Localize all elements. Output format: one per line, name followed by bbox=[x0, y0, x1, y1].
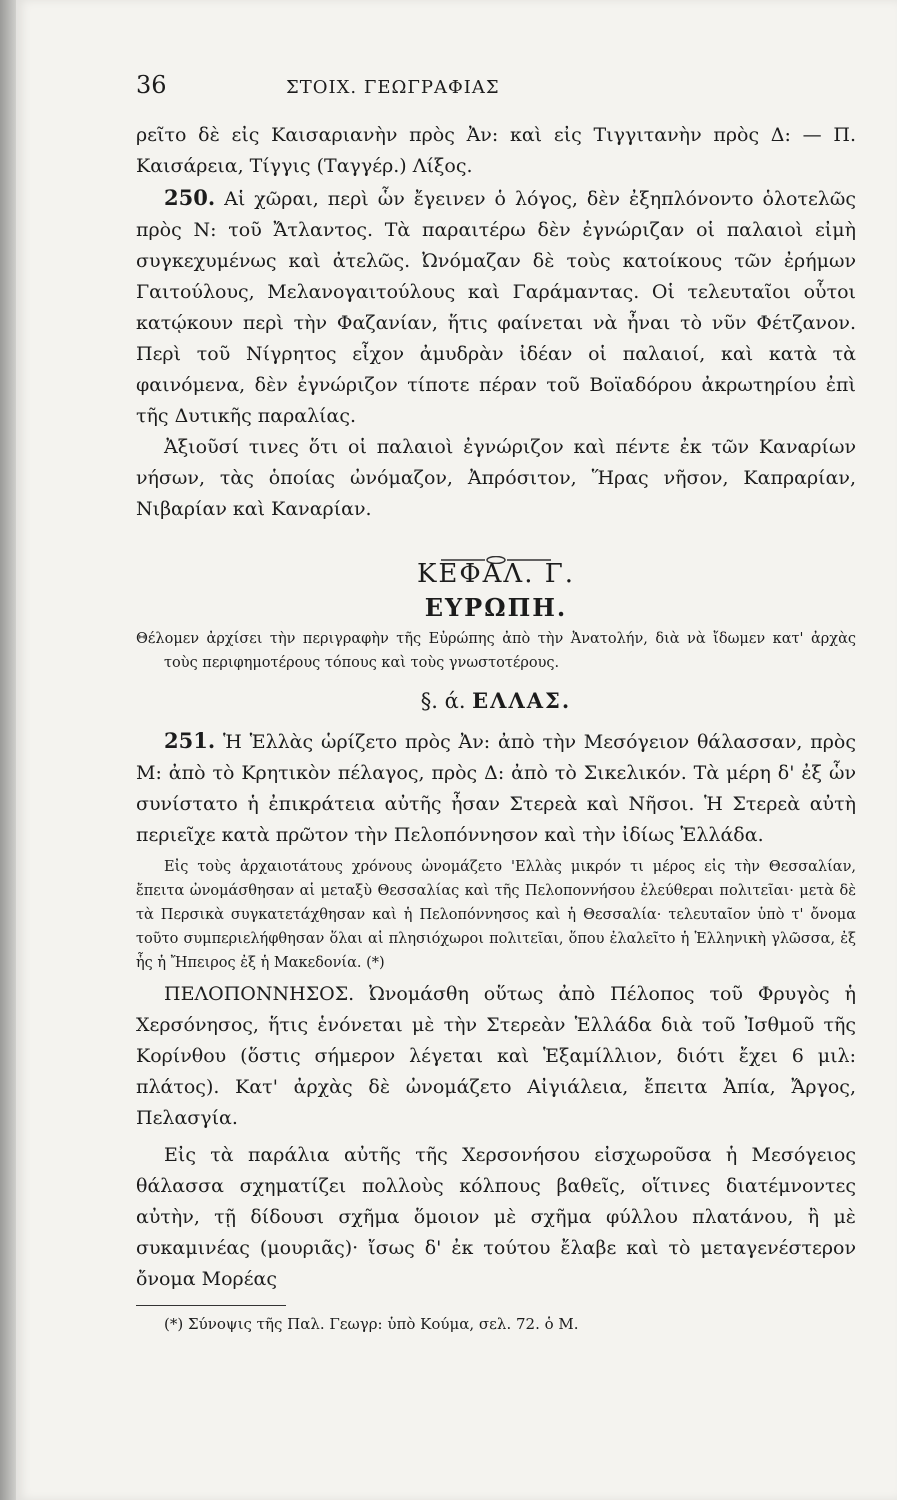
chapter-subtitle: ΕΥΡΩΠΗ. bbox=[424, 593, 568, 622]
footnote-rule bbox=[136, 1305, 286, 1306]
page-text-block bbox=[136, 70, 856, 1336]
book-page bbox=[16, 0, 897, 1500]
section-number-251: 251. bbox=[164, 728, 216, 753]
paragraph-peloponnese: ΠΕΛΟΠΟΝΝΗΣΟΣ. Ὠνομάσθη οὕτως ἀπὸ Πέλοπος τοῦ Φρυγὸς ἡ Χερσόνησος, ἥτις ἑνόνεται μὲ τὴν Στερεὰν Ἑλλάδα διὰ τοῦ Ἰσθμοῦ τῆς Κορίνθου (ὅστις σήμερον λέγεται καὶ Ἑξαμίλλιον, διότι ἔχει 6 μιλ: πλάτος). Κατ' ἀρχὰς δὲ ὠνομάζετο Αἰγιάλεια, ἔπειτα Ἀπία, Ἄργος, Πελασγία. bbox=[136, 983, 856, 1129]
continued-paragraph: ρεῖτο δὲ εἰς Καισαριανὴν πρὸς Ἀν: καὶ εἰς Τιγγιτανὴν πρὸς Δ: — Π. Καισάρεια, Τίγγις (Ταγγέρ.) Λίξος. bbox=[136, 124, 856, 177]
section-title: ΕΛΛΑΣ. bbox=[472, 688, 572, 713]
page-number: 36 bbox=[136, 71, 167, 99]
page-gutter-shadow bbox=[0, 0, 16, 1500]
paragraph-251-text: Ἡ Ἑλλὰς ὡρίζετο πρὸς Ἀν: ἀπὸ τὴν Μεσόγειον θάλασσαν, πρὸς Μ: ἀπὸ τὸ Κρητικὸν πέλαγος, πρὸς Δ: ἀπὸ τὸ Σικελικόν. Τὰ μέρη δ' ἐξ ὧν συνίστατο ἡ ἐπικράτεια αὐτῆς ἦσαν Στερεὰ καὶ Νῆσοι. Ἡ Στερεὰ αὐτὴ περιεῖχε κατὰ πρῶτον τὴν Πελοπόννησον καὶ τὴν ἰδίως Ἑλλάδα. bbox=[136, 731, 856, 846]
paragraph-coast: Εἰς τὰ παράλια αὐτῆς τῆς Χερσονήσου εἰσχωροῦσα ἡ Μεσόγειος θάλασσα σχηματίζει πολλοὺς κόλπους βαθεῖς, οἵτινες διατέμνοντες αὐτὴν, τῇ δίδουσι σχῆμα ὅμοιον μὲ σχῆμα φύλλου πλατάνου, ἢ μὲ συκαμινέας (μουριᾶς)· ἴσως δ' ἐκ τούτου ἔλαβε καὶ τὸ μεταγενέστερον ὄνομα Μορέας bbox=[136, 1144, 856, 1290]
note-251: Εἰς τοὺς ἀρχαιοτάτους χρόνους ὠνομάζετο 'Ελλὰς μικρόν τι μέρος εἰς τὴν Θεσσαλίαν, ἔπειτα ὠνομάσθησαν αἱ μεταξὺ Θεσσαλίας καὶ τῆς Πελοποννήσου ἐλεύθεραι πολιτεῖαι· μετὰ δὲ τὰ Περσικὰ συγκατετάχθησαν καὶ ἡ Πελοπόννησος καὶ ἡ Θεσσαλία· τελευταῖον ὑπὸ τ' ὄνομα τοῦτο συμπεριελήφθησαν ὅλαι αἱ πλησιόχωροι πολιτεῖαι, ὅπου ἐλαλεῖτο ἡ Ἑλληνικὴ γλῶσσα, ἐξ ἧς ἡ Ἤπειρος ἐξ ἡ Μακεδονία. (*) bbox=[136, 859, 856, 971]
chapter-ornament bbox=[136, 543, 856, 551]
running-head: ΣΤΟΙΧ. ΓΕΩΓΡΑΦΙΑΣ bbox=[286, 77, 500, 98]
section-prefix: §. ά. bbox=[420, 689, 473, 713]
paragraph-250-text: Αἱ χῶραι, περὶ ὧν ἔγεινεν ὁ λόγος, δὲν ἐξηπλόνοντο ὁλοτελῶς πρὸς Ν: τοῦ Ἄτλαντος. Τὰ παραιτέρω δὲν ἐγνώριζαν οἱ παλαιοὶ εἰμὴ συγκεχυμένως καὶ ἀτελῶς. Ὠνόμαζαν δὲ τοὺς κατοίκους τῶν ἐρήμων Γαιτούλους, Μελανογαιτούλους καὶ Γαράμαντας. Οἱ τελευταῖοι οὗτοι κατῴκουν περὶ τὴν Φαζανίαν, ἥτις φαίνεται νὰ ἦναι τὸ νῦν Φέτζανον. Περὶ τοῦ Νίγρητος εἶχον ἀμυδρὰν ἰδέαν οἱ παλαιοί, καὶ κατὰ τὰ φαινόμενα, δὲν ἐγνώριζον τίποτε πέραν τοῦ Βοϊαδόρου ἀκρωτηρίου ἐπὶ τῆς Δυτικῆς παραλίας. bbox=[136, 188, 856, 427]
paragraph-251 bbox=[136, 725, 856, 851]
paragraph-canary-islands: Ἀξιοῦσί τινες ὅτι οἱ παλαιοὶ ἐγνώριζον καὶ πέντε ἐκ τῶν Καναρίων νήσων, τὰς ὁποίας ὠνόμαζον, Ἀπρόσιτον, Ἥρας νῆσον, Καπραρίαν, Νιβαρίαν καὶ Καναρίαν. bbox=[136, 436, 856, 520]
chapter-intro: Θέλομεν ἀρχίσει τὴν περιγραφὴν τῆς Εὐρώπης ἀπὸ τὴν Ἀνατολήν, διὰ νὰ ἴδωμεν κατ' ἀρχὰς τοὺς περιφημοτέρους τόπους καὶ τοὺς γνωστοτέρους. bbox=[136, 631, 856, 671]
paragraph-250 bbox=[136, 182, 856, 432]
section-number-250: 250. bbox=[164, 185, 216, 210]
section-heading bbox=[136, 681, 856, 721]
chapter-title: ΚΕΦΑΛ. Γ. bbox=[416, 559, 576, 589]
page-header bbox=[136, 70, 856, 120]
footnote: (*) Σύνοψις τῆς Παλ. Γεωγρ: ὑπὸ Κούμα, σελ. 72. ὁ Μ. bbox=[164, 1315, 579, 1333]
